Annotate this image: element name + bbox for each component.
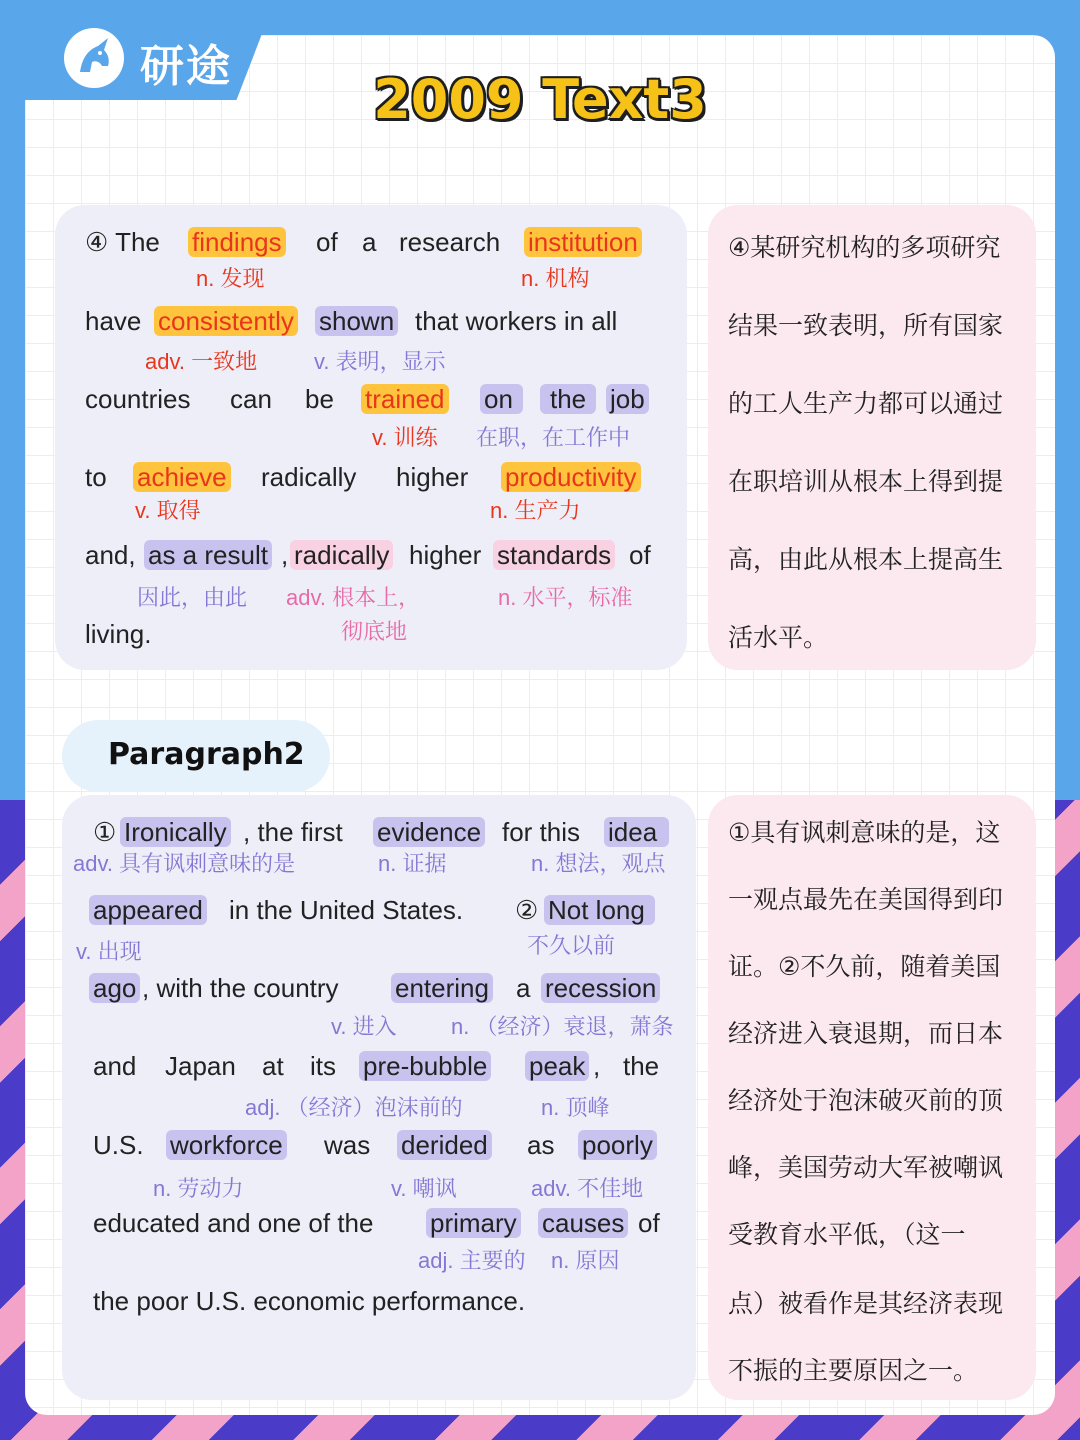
sentence-word: of [638,1208,660,1238]
sentence-word: as [527,1130,555,1160]
translation-line: 不振的主要原因之一。 [728,1356,979,1385]
translation-line: 活水平。 [728,623,829,652]
highlight-word: radically [290,540,393,570]
highlight-word: evidence [373,817,485,847]
page-title: 2009 Text3 [373,68,707,131]
highlight-word: trained [361,384,449,414]
annotation: n. 生产力 [490,498,581,523]
highlight-word: the [540,384,596,414]
sentence-word: a [516,973,531,1003]
sentence-word: radically [261,462,357,492]
sentence-word: and, [85,540,136,570]
annotation: adv. 根本上， [286,585,421,610]
annotation: 在职，在工作中 [476,425,631,450]
annotation: v. 出现 [76,939,142,964]
annotation: n. 劳动力 [153,1176,244,1201]
annotation: n. 想法，观点 [531,851,666,876]
sentence-word: to [85,462,107,492]
sentence-word: higher [396,462,469,492]
annotation: n. 发现 [196,266,265,291]
annotation: n. 机构 [521,266,590,291]
sentence-word: countries [85,384,191,414]
sentence-word: , with the country [142,973,339,1003]
sentence-word: , [593,1051,601,1081]
sentence-word: research [399,227,501,257]
annotation: v. 表明，显示 [314,349,446,374]
sentence-word: educated and one of the [93,1208,374,1238]
sentence-word: can [230,384,272,414]
sentence-word: of [629,540,651,570]
sentence-word: living. [85,619,152,649]
translation-line: 经济处于泡沫破灭前的顶 [728,1086,1004,1115]
highlight-word: achieve [133,462,231,492]
sentence-word: ② [515,895,539,925]
sentence-word: the [623,1051,660,1081]
annotation: adv. 具有讽刺意味的是 [73,851,296,876]
highlight-word: pre-bubble [359,1051,491,1081]
highlight-word: entering [391,973,493,1003]
annotation: 彻底地 [341,619,408,644]
highlight-word: causes [538,1208,628,1238]
highlight-word: as a result [144,540,272,570]
sentence-word: the poor U.S. economic performance. [93,1286,526,1316]
translation-box-1 [708,205,1036,670]
sentence-word: for this [502,817,581,847]
highlight-word: job [606,384,649,414]
sentence-word: U.S. [93,1130,144,1160]
translation-line: 一观点最先在美国得到印 [728,885,1004,914]
annotation: v. 训练 [372,425,438,450]
translation-line: ①具有讽刺意味的是，这 [728,818,1001,847]
sentence-word: in the United States. [229,895,464,925]
highlight-word: derided [397,1130,492,1160]
translation-line: 在职培训从根本上得到提 [728,467,1004,496]
highlight-word: shown [315,306,398,336]
highlight-word: peak [525,1051,589,1081]
annotation: v. 嘲讽 [391,1176,457,1201]
sentence-word: , [281,540,289,570]
highlight-word: ago [89,973,140,1003]
annotation: 不久以前 [527,933,616,958]
translation-line: 峰，美国劳动大军被嘲讽 [728,1153,1004,1182]
translation-line: 点）被看作是其经济表现 [728,1289,1004,1318]
sentence-word: a [362,227,377,257]
annotation: adv. 不佳地 [531,1176,644,1201]
annotation: v. 取得 [135,498,201,523]
sentence-word: ① [93,817,117,847]
sentence-word: ④ The [85,227,160,257]
highlight-word: on [480,384,523,414]
translation-line: 受教育水平低，（这一 [728,1220,966,1249]
annotation: n. 顶峰 [541,1095,610,1120]
highlight-word: findings [188,227,286,257]
annotation: n. 水平，标准 [498,585,633,610]
sentence-word: of [316,227,338,257]
annotation: adj. 主要的 [418,1248,526,1273]
annotation: v. 进入 [331,1014,397,1039]
sentence-word: higher [409,540,482,570]
sentence-word: have [85,306,142,336]
annotation: 因此，由此 [137,585,248,610]
sentence-word: its [310,1051,336,1081]
sentence-word: was [324,1130,371,1160]
sentence-word: Japan [165,1051,236,1081]
highlight-word: primary [426,1208,521,1238]
translation-line: 证。②不久前，随着美国 [728,952,1001,981]
annotation: adv. 一致地 [145,349,258,374]
annotation: n. 证据 [378,851,447,876]
highlight-word: idea [604,817,669,847]
highlight-word: Ironically [120,817,231,847]
highlight-word: Not long [544,895,655,925]
translation-line: 结果一致表明，所有国家 [728,311,1004,340]
highlight-word: poorly [578,1130,657,1160]
sentence-word: that workers in all [415,306,618,336]
highlight-word: workforce [166,1130,287,1160]
translation-line: 高，由此从根本上提高生 [728,545,1004,574]
annotation: adj. （经济）泡沫前的 [245,1095,463,1120]
highlight-word: standards [493,540,615,570]
highlight-word: institution [524,227,642,257]
annotation: n. 原因 [551,1248,620,1273]
sentence-word: at [262,1051,284,1081]
translation-line: ④某研究机构的多项研究 [728,233,1001,262]
highlight-word: appeared [89,895,207,925]
sentence-word: be [305,384,334,414]
sentence-word: , the first [243,817,343,847]
sentence-word: and [93,1051,137,1081]
highlight-word: consistently [154,306,298,336]
translation-line: 经济进入衰退期，而日本 [728,1019,1004,1048]
highlight-word: recession [541,973,660,1003]
annotation: n. （经济）衰退，萧条 [451,1014,674,1039]
highlight-word: productivity [501,462,641,492]
brand-name: 研途 [140,41,232,92]
paragraph-label: Paragraph2 [108,737,305,772]
translation-line: 的工人生产力都可以通过 [728,389,1004,418]
